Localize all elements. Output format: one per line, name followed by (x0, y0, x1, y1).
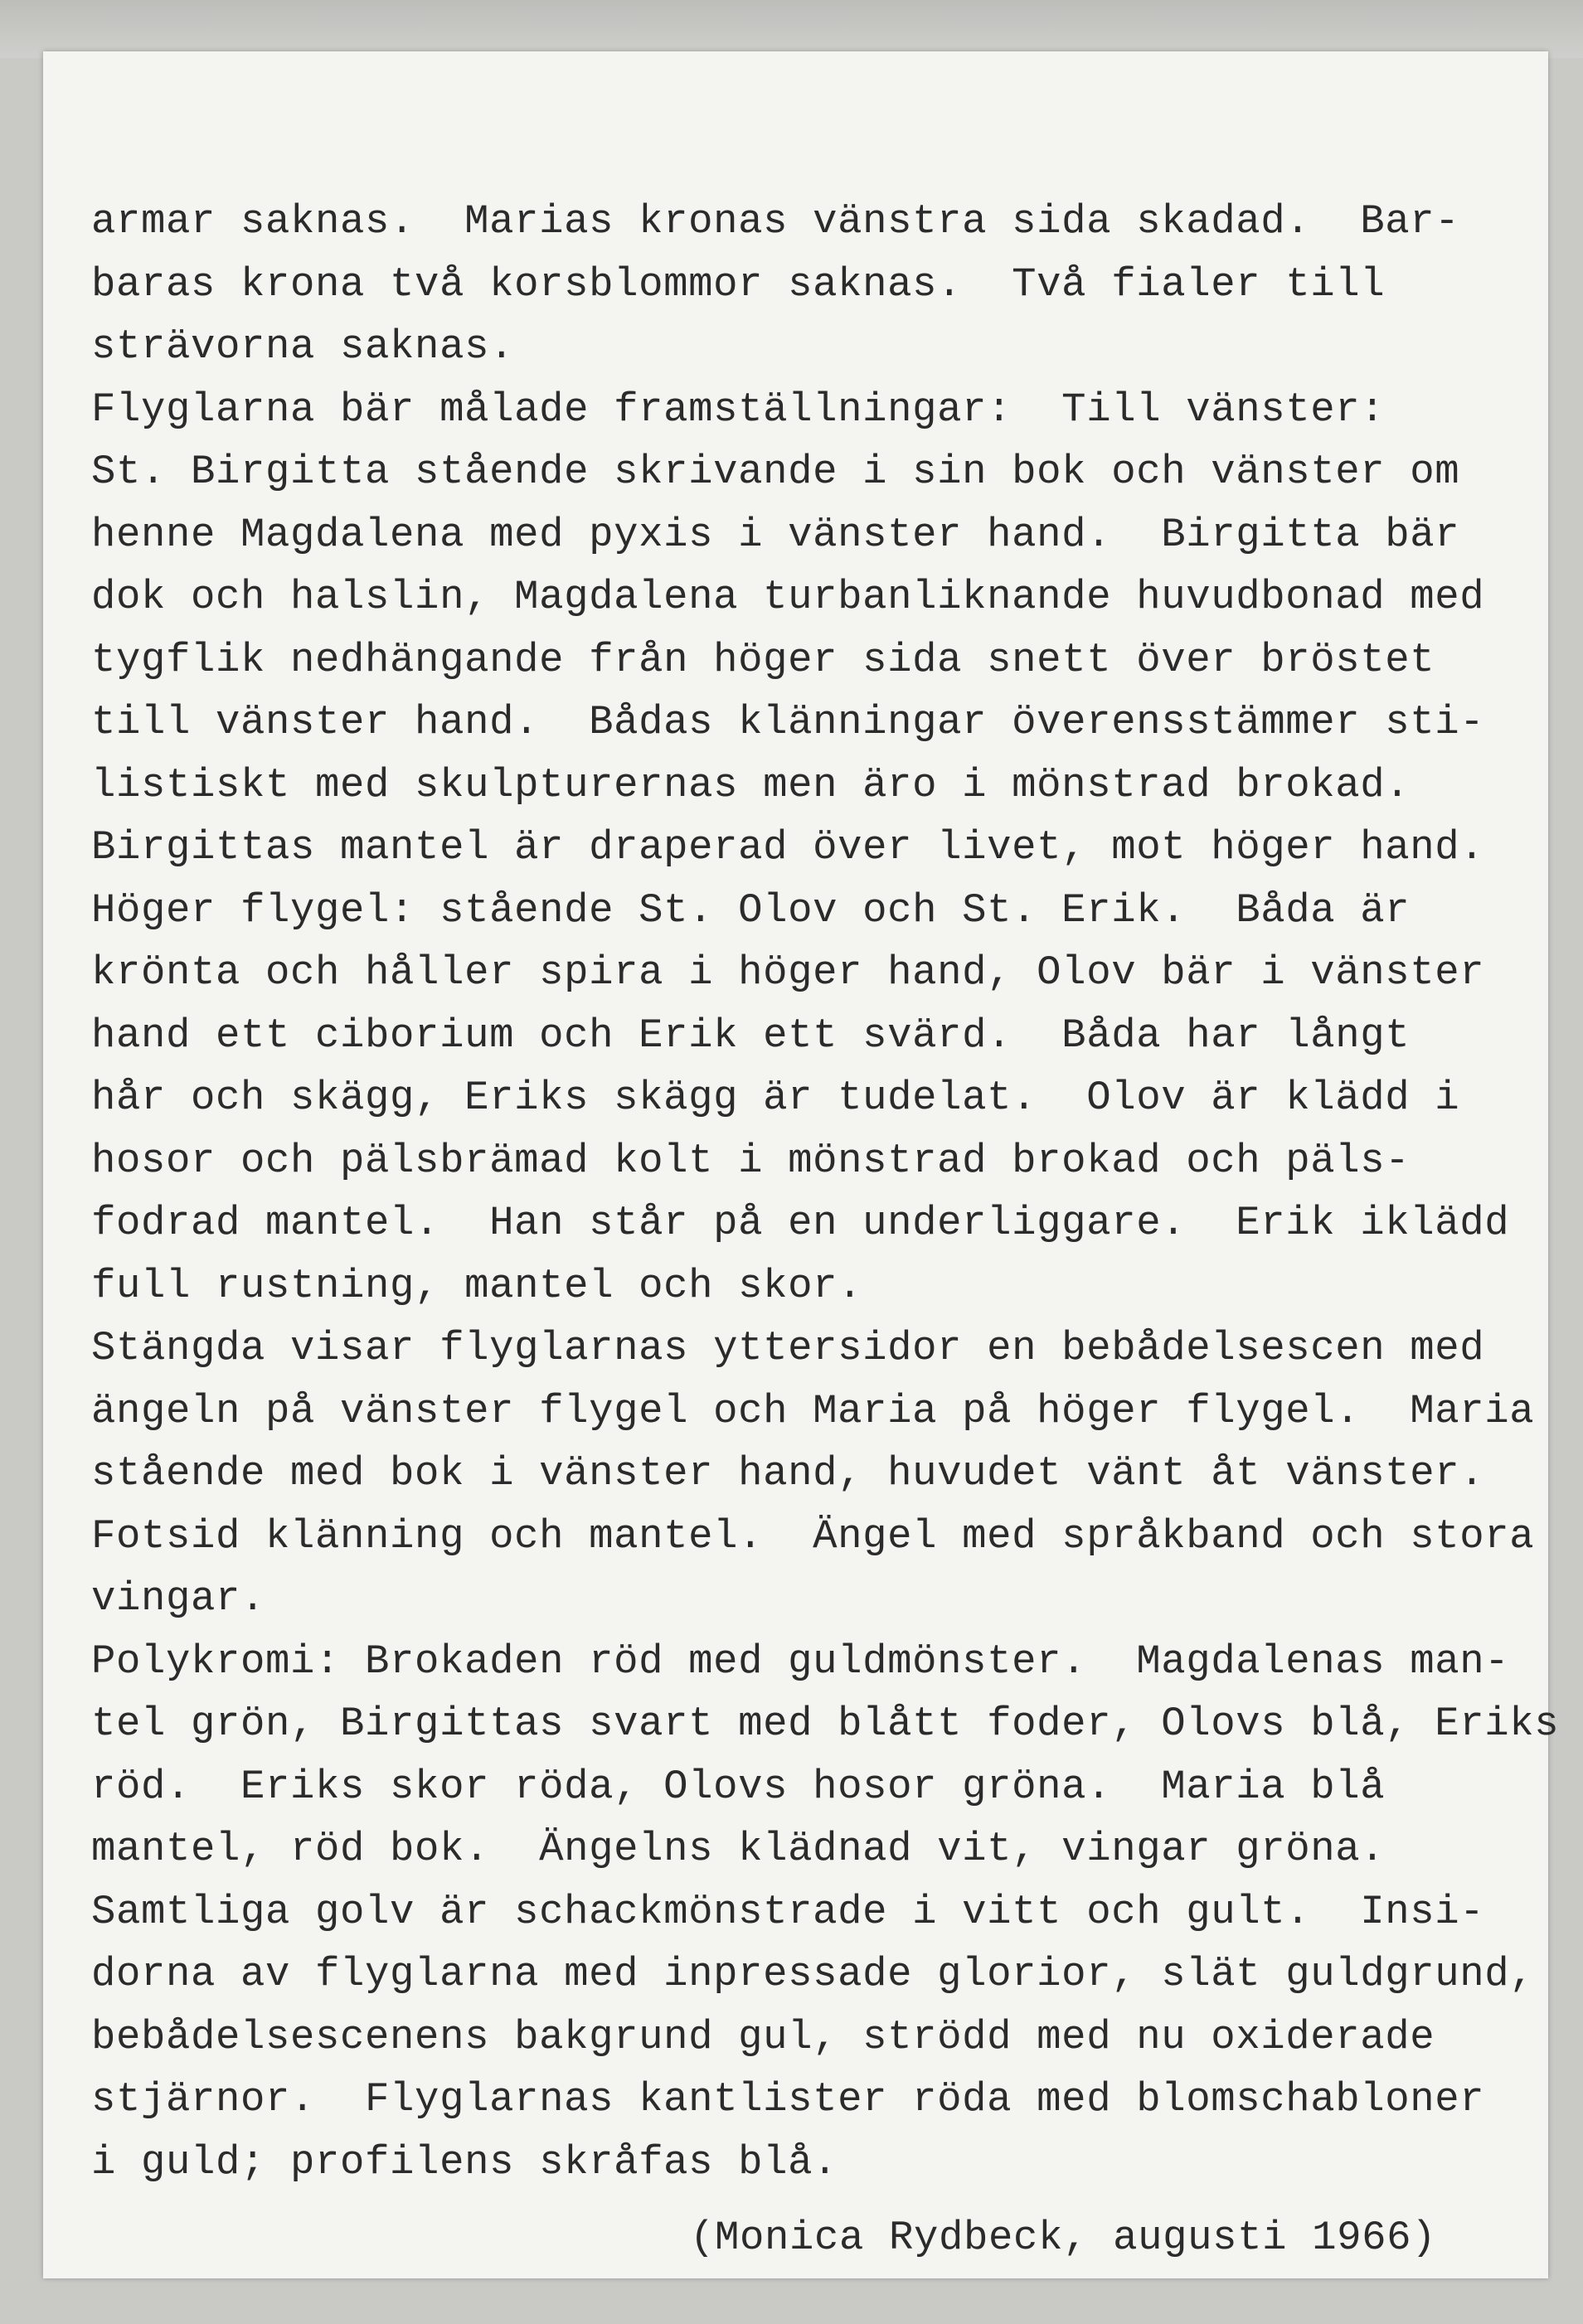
text-line: dorna av flyglarna med inpressade glorior, slät guldgrund, (91, 1951, 1535, 1997)
text-line: listiskt med skulpturernas men äro i mönstrad brokad. (91, 761, 1411, 808)
text-line: i guld; profilens skråfas blå. (91, 2138, 838, 2186)
text-line: röd. Eriks skor röda, Olovs hosor gröna. Maria blå (91, 1763, 1386, 1810)
text-line: krönta och håller spira i höger hand, Olov bär i vänster (91, 949, 1485, 996)
document-page (43, 51, 1560, 2278)
text-line: hosor och pälsbrämad kolt i mönstrad brokad och päls- (91, 1137, 1411, 1184)
text-line: Polykromi: Brokaden röd med guldmönster. Magdalenas man- (91, 1637, 1510, 1685)
signature: (Monica Rydbeck, augusti 1966) (690, 2215, 1437, 2261)
text-line: tel grön, Birgittas svart med blått foder, Olovs blå, Eriks (91, 1701, 1560, 1747)
text-line: Samtliga golv är schackmönstrade i vitt och gult. Insi- (91, 1888, 1485, 1935)
text-line: till vänster hand. Bådas klänningar överensstämmer sti- (91, 699, 1485, 745)
text-line: baras krona två korsblommor saknas. Två fialer till (91, 260, 1386, 308)
text-line: fodrad mantel. Han står på en underliggare. Erik iklädd (91, 1200, 1510, 1246)
text-line: vingar. (91, 1575, 266, 1622)
text-line: Höger flygel: stående St. Olov och St. Erik. Båda är (91, 886, 1411, 934)
document-body (91, 191, 1567, 2194)
text-line: henne Magdalena med pyxis i vänster hand. Birgitta bär (91, 511, 1460, 558)
text-line: tygflik nedhängande från höger sida snett över bröstet (91, 636, 1435, 683)
text-line: ängeln på vänster flygel och Maria på höger flygel. Maria (91, 1387, 1535, 1434)
text-line: stjärnor. Flyglarnas kantlister röda med blomschabloner (91, 2076, 1485, 2123)
background-edge (0, 0, 1583, 58)
text-line: mantel, röd bok. Ängelns klädnad vit, vingar gröna. (91, 1826, 1386, 1872)
text-line: Fotsid klänning och mantel. Ängel med språkband och stora (91, 1512, 1535, 1560)
text-line: full rustning, mantel och skor. (91, 1262, 863, 1309)
text-line: Stängda visar flyglarnas yttersidor en bebådelsescen med (91, 1325, 1485, 1371)
text-line: Birgittas mantel är draperad över livet, mot höger hand. (91, 824, 1485, 871)
text-line: Flyglarna bär målade framställningar: Till vänster: (91, 386, 1386, 433)
text-line: bebådelsescenens bakgrund gul, strödd med nu oxiderade (91, 2013, 1435, 2060)
text-line: hår och skägg, Eriks skägg är tudelat. Olov är klädd i (91, 1075, 1460, 1121)
text-line: hand ett ciborium och Erik ett svärd. Båda har långt (91, 1012, 1411, 1059)
text-line: dok och halslin, Magdalena turbanliknande huvudbonad med (91, 574, 1485, 620)
text-line: armar saknas. Marias kronas vänstra sida skadad. Bar- (91, 198, 1460, 245)
text-line: stående med bok i vänster hand, huvudet vänt åt vänster. (91, 1450, 1485, 1497)
text-line: strävorna saknas. (91, 323, 515, 370)
text-line: St. Birgitta stående skrivande i sin bok och vänster om (91, 449, 1460, 495)
